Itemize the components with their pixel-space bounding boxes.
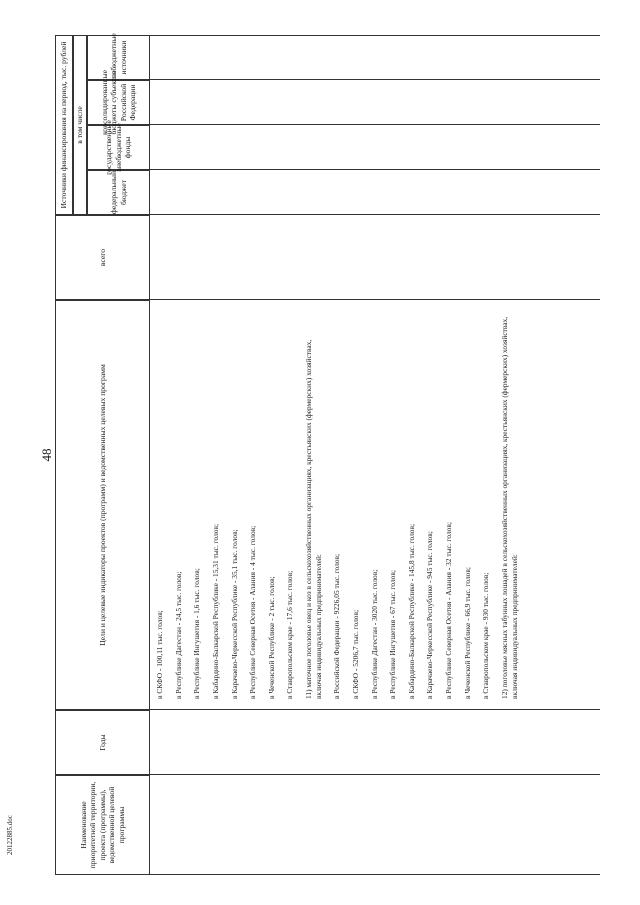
footer-filename: 20122885.doc (6, 815, 14, 855)
list-item: 11) маточное поголовье овец и коз в сельскохозяйственных организациях, крестьянских (фермерских) хозяйствах, включая индивидуальных предпринимателей: (304, 339, 323, 699)
list-item: 12) поголовье мясных табунных лошадей в сельскохозяйственных организациях, крестьянских (фермерских) хозяйствах, включая индивидуальных предпринимателей: (499, 316, 519, 699)
list-item: в Карачаево-Черкесской Республике - 945 тыс. голов; (425, 531, 435, 699)
list-item: в СКФО - 5206,7 тыс. голов; (350, 609, 360, 699)
header-goals: Цели и целевые индикаторы проектов (программ) и ведомственных целевых программ (55, 300, 150, 710)
page-number: 48 (39, 448, 54, 462)
header-consolidated: консолидированные бюджеты субъектов Российской Федерации (87, 80, 150, 125)
col-line (150, 709, 600, 710)
col-line (150, 124, 600, 125)
header-total: всего (55, 215, 150, 300)
header-federal: федеральный бюджет (87, 170, 150, 215)
list-item: в Кабардино-Балкарской Республике - 15,31 тыс. голов; (210, 523, 220, 699)
list-item: в Ставропольском крае - 17,6 тыс. голов; (285, 570, 295, 699)
list-item: в Ставропольском крае - 930 тыс. голов; (481, 572, 491, 699)
rotated-table-sheet (55, 35, 600, 875)
list-item: в Республике Дагестан - 3020 тыс. голов; (369, 569, 379, 699)
col-line (150, 35, 600, 36)
col-line (150, 774, 600, 775)
col-line (150, 79, 600, 80)
list-item: в Российской Федерации - 9226,05 тыс. голов; (332, 553, 342, 699)
header-in-total: в том числе (73, 35, 87, 215)
header-extra: внебюджетные источники (87, 35, 150, 80)
list-item: в Карачаево-Черкесской Республике - 35,1 тыс. голов; (229, 529, 239, 699)
list-item: в Республике Дагестан - 24,5 тыс. голов; (173, 571, 183, 699)
col-line (150, 169, 600, 170)
header-state-funds: государственные внебюджетные фонды (87, 125, 150, 170)
list-item: в СКФО - 100,11 тыс. голов; (155, 610, 164, 699)
list-item: в Кабардино-Балкарской Республике - 145,8 тыс. голов; (406, 523, 416, 699)
col-line (150, 214, 600, 215)
list-item: в Республике Ингушетия - 67 тыс. голов; (388, 570, 398, 699)
list-item: в Чеченской Республике - 2 тыс. голов; (266, 576, 276, 699)
list-item: в Чеченской Республике - 66,9 тыс. голов; (462, 567, 472, 699)
col-line (150, 299, 600, 300)
list-item: в Республике Северная Осетия - Алания - 4 тыс. голов; (248, 525, 258, 699)
header-sources: Источники финансирования на период, тыс. рублей (55, 35, 73, 215)
col-line (150, 874, 600, 875)
header-years: Годы (55, 710, 150, 775)
goals-content (155, 313, 528, 699)
list-item: в Республике Северная Осетия - Алания - 32 тыс. голов; (444, 522, 453, 699)
header-name: Наименование приоритетной территории, проекта (программы), ведомственной целевой программы (55, 775, 150, 875)
list-item: в Республике Ингушетия - 1,6 тыс. голов; (192, 568, 202, 699)
